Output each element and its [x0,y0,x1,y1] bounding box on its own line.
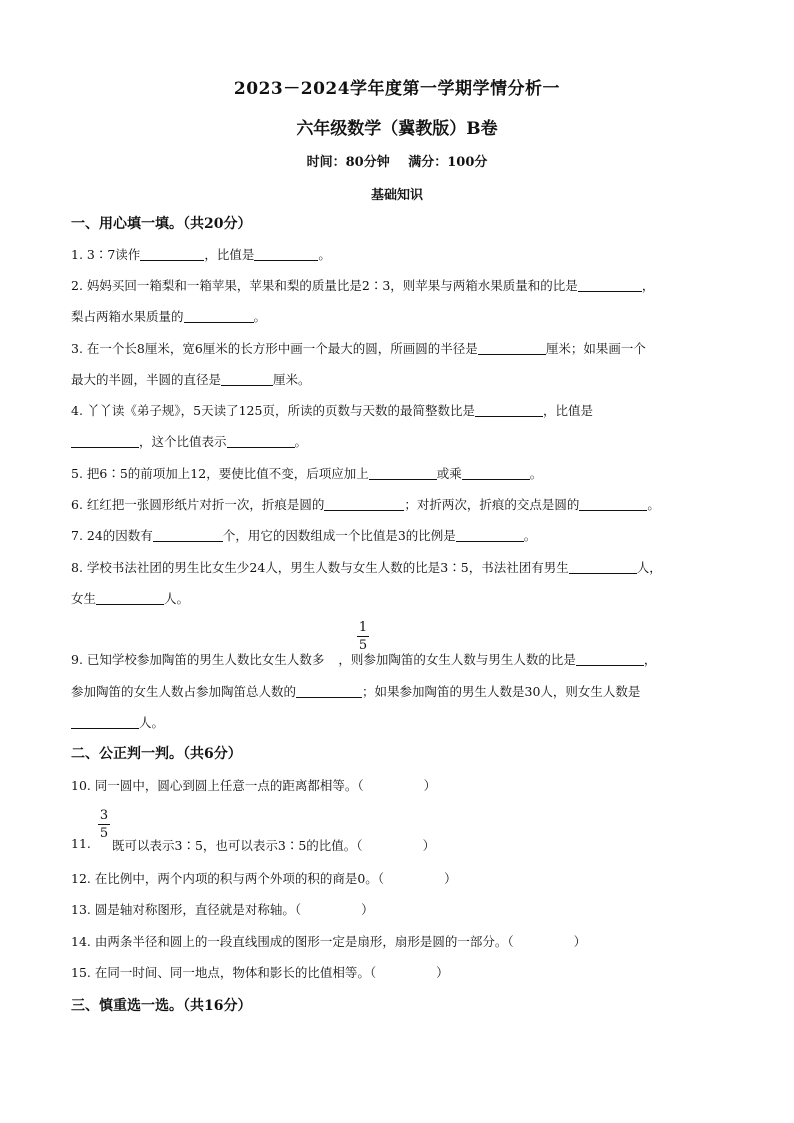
answer-blank[interactable] [140,247,204,261]
answer-blank[interactable] [296,684,362,698]
question-15: 15. 在同一时间、同一地点，物体和影长的比值相等。（ ） [71,965,449,980]
answer-blank[interactable] [254,247,318,261]
question-12: 12. 在比例中，两个内项的积与两个外项的积的商是0。（ ） [71,871,457,886]
answer-blank[interactable] [184,309,254,323]
question-4-line-1: 4. 丫丫读《弟子规》，5天读了125页，所读的页数与天数的最简整数比是 ，比值是 [71,403,593,418]
question-1: 1. 3∶7读作 ，比值是 。 [71,247,331,262]
answer-blank[interactable] [462,466,530,480]
question-7: 7. 24的因数有 个，用它的因数组成一个比值是3的比例是 。 [71,528,537,543]
question-4-line-2: ，这个比值表示 。 [71,432,307,450]
exam-score: 满分：100分 [408,155,488,170]
question-9-line-1: 9. 已知学校参加陶笛的男生人数比女生人数多 ，则参加陶笛的女生人数与男生人数的比是 ， [71,652,657,667]
answer-blank[interactable] [71,715,139,729]
question-5: 5. 把6∶5的前项加上12，要使比值不变，后项应加上 或乘 。 [71,466,543,481]
fraction-one-fifth: 1 5 [358,620,368,653]
answer-blank[interactable] [579,497,647,511]
exam-title: 2023－2024学年度第一学期学情分析一 [233,79,561,99]
answer-blank[interactable] [475,403,543,417]
fraction-three-fifths: 3 5 [99,808,109,841]
answer-blank[interactable] [369,466,437,480]
answer-blank[interactable] [456,528,524,542]
question-8-line-1: 8. 学校书法社团的男生比女生少24人，男生人数与女生人数的比是3∶5，书法社团有男生 人， [71,560,662,575]
question-14: 14. 由两条半径和圆上的一段直线围成的图形一定是扇形，扇形是圆的一部分。（ ） [71,934,587,949]
question-13: 13. 圆是轴对称图形，直径就是对称轴。（ ） [71,902,374,917]
question-10: 10. 同一圆中，圆心到圆上任意一点的距离都相等。（ ） [71,778,437,793]
section-2-heading: 二、公正判一判。（共6分） [71,746,242,762]
answer-blank[interactable] [324,497,404,511]
question-11-number: 11. [71,836,91,851]
answer-blank[interactable] [478,341,546,355]
section-3-heading: 三、慎重选一选。（共16分） [71,998,252,1014]
question-9-line-2: 参加陶笛的女生人数占参加陶笛总人数的 ；如果参加陶笛的男生人数是30人，则女生人数是 [71,684,641,699]
answer-blank[interactable] [221,372,273,386]
question-11: 既可以表示3∶5，也可以表示3∶5的比值。（ ） [112,838,436,853]
exam-meta [0,151,794,170]
question-3-line-1: 3. 在一个长8厘米，宽6厘米的长方形中画一个最大的圆，所画圆的半径是 厘米；如果画一个 [71,341,646,356]
answer-blank[interactable] [569,560,637,574]
answer-blank[interactable] [578,278,642,292]
question-8-line-2: 女生 人。 [71,591,190,606]
answer-blank[interactable] [153,528,223,542]
answer-blank[interactable] [576,652,644,666]
question-6: 6. 红红把一张圆形纸片对折一次，折痕是圆的 ；对折两次，折痕的交点是圆的 。 [71,497,660,512]
question-2-line-2: 梨占两箱水果质量的 。 [71,309,267,324]
question-3-line-2: 最大的半圆，半圆的直径是 厘米。 [71,372,311,387]
exam-subtitle: 六年级数学（冀教版）B卷 [296,119,498,139]
question-2-line-1: 2. 妈妈买回一箱梨和一箱苹果，苹果和梨的质量比是2∶3，则苹果与两箱水果质量和的比是 ， [71,278,655,293]
answer-blank[interactable] [71,434,139,448]
question-9-line-3: 人。 [71,713,164,731]
answer-blank[interactable] [227,434,295,448]
section-label: 基础知识 [370,188,423,203]
answer-blank[interactable] [96,591,164,605]
section-1-heading: 一、用心填一填。（共20分） [71,216,252,232]
exam-time: 时间：80分钟 [306,155,390,170]
